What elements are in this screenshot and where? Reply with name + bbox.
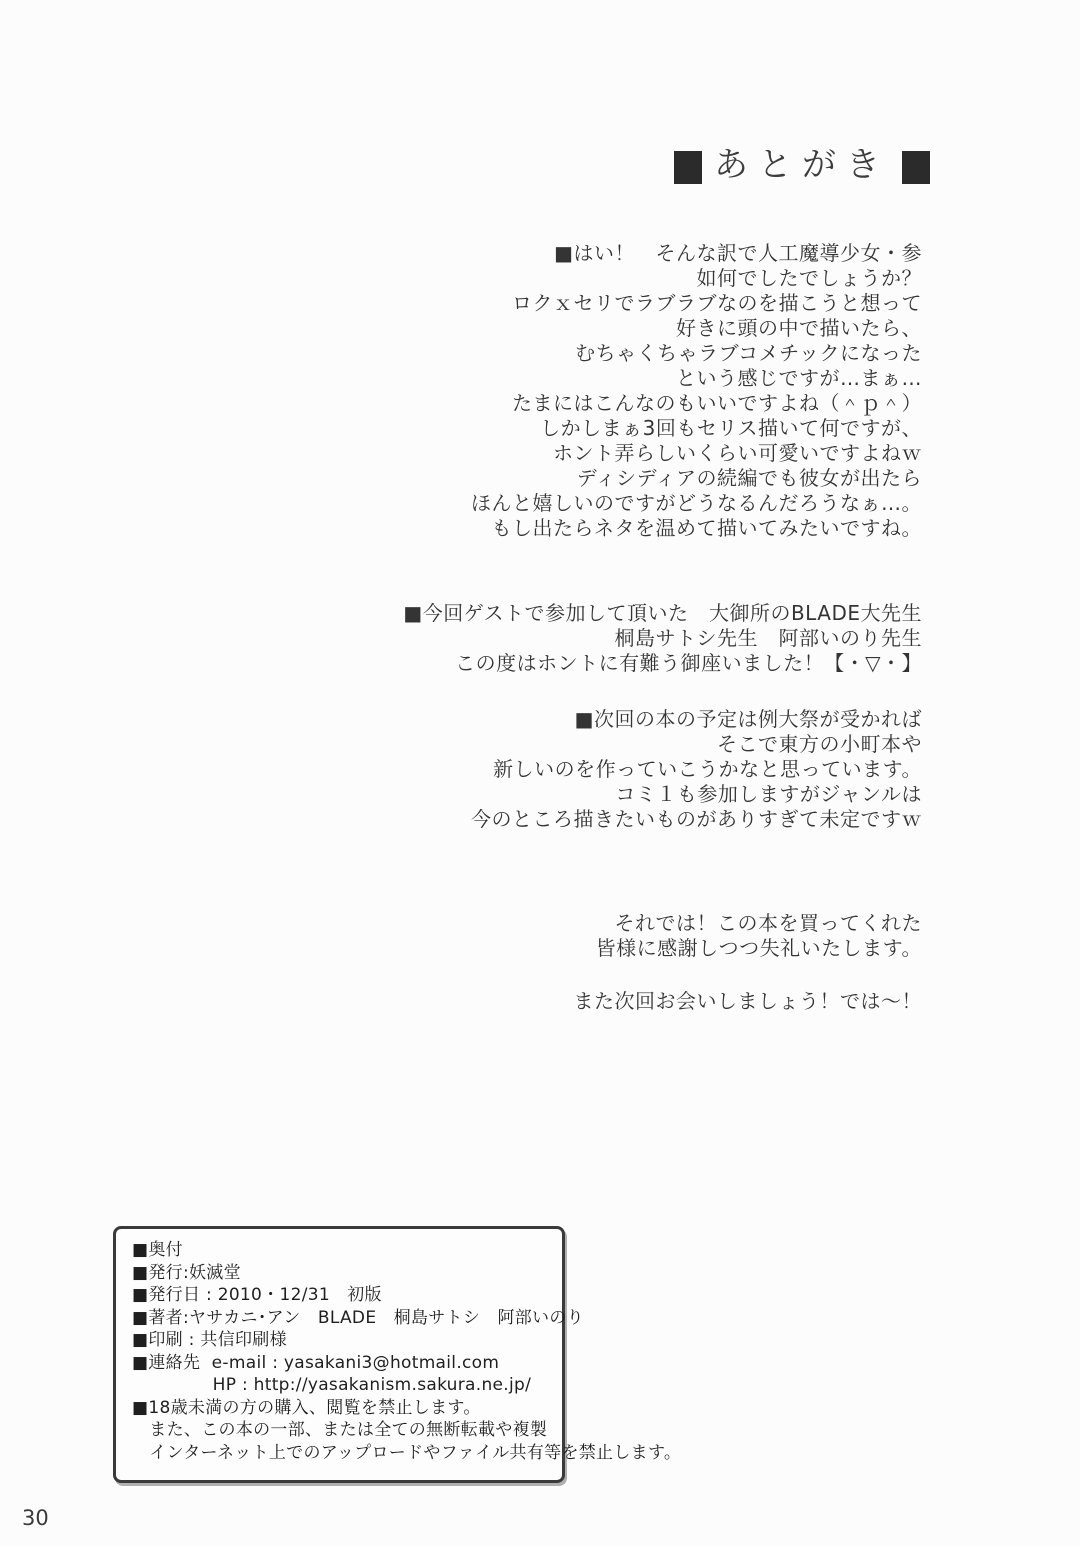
next-book-plans-paragraph <box>60 707 922 832</box>
colophon-line: また、この本の一部、または全ての無断転載や複製 <box>132 1420 548 1440</box>
text-line: たまにはこんなのもいいですよね（＾ｐ＾） <box>512 391 922 415</box>
text-line: しかしまぁ3回もセリス描いて何ですが、 <box>540 416 922 440</box>
text-line: また次回お会いしましょう！では～！ <box>573 989 922 1013</box>
text-line: ホント弄らしいくらい可愛いですよねｗ <box>553 441 922 465</box>
text-line: 新しいのを作っていこうかなと思っています。 <box>493 757 922 781</box>
text-line: 今のところ描きたいものがありすぎて未定ですｗ <box>471 807 922 831</box>
black-square-icon <box>902 151 930 184</box>
colophon-line: ■18歳未満の方の購入、閲覧を禁止します。 <box>132 1397 481 1418</box>
page-number: 30 <box>22 1506 49 1530</box>
afterword-intro-paragraph <box>60 241 922 541</box>
text-line: 皆様に感謝しつつ失礼いたします。 <box>595 936 922 960</box>
text-line: それでは！この本を買ってくれた <box>614 911 922 935</box>
text-line: むちゃくちゃラブコメチックになった <box>575 341 922 365</box>
colophon-line: ■連絡先 e-mail : yasakani3@hotmail.com <box>132 1352 500 1373</box>
text-line: もし出たらネタを温めて描いてみたいですね。 <box>491 516 922 540</box>
text-line: そこで東方の小町本や <box>717 732 922 756</box>
colophon-line: HP : http://yasakanism.sakura.ne.jp/ <box>132 1375 532 1395</box>
text-line: という感じですが…まぁ… <box>676 366 922 390</box>
page-title-text: あとがき <box>714 145 890 185</box>
black-square-icon <box>674 151 702 184</box>
text-line: ディシディアの続編でも彼女が出たら <box>576 466 922 490</box>
text-line: ■はい！ そんな訳で人工魔導少女・参 <box>554 241 922 265</box>
text-line: ロクｘセリでラブラブなのを描こうと想って <box>512 291 922 315</box>
guest-credits-paragraph <box>60 601 922 676</box>
text-line: この度はホントに有難う御座いました！【・▽・】 <box>455 651 922 675</box>
text-line: 好きに頭の中で描いたら、 <box>676 316 922 340</box>
text-line: ■今回ゲストで参加して頂いた 大御所のBLADE大先生 <box>403 601 922 625</box>
text-line: ほんと嬉しいのですがどうなるんだろうなぁ…。 <box>471 491 922 515</box>
closing-thanks-paragraph <box>60 911 922 961</box>
colophon-line: ■印刷 : 共信印刷様 <box>132 1330 287 1350</box>
colophon-line: ■著者:ヤサカニ･アン BLADE 桐島サトシ 阿部いのり <box>132 1307 584 1328</box>
colophon-line: ■奥付 <box>132 1240 183 1260</box>
colophon-line: ■発行日 : 2010・12/31 初版 <box>132 1285 382 1305</box>
text-line: ■次回の本の予定は例大祭が受かれば <box>574 707 922 731</box>
text-line: 桐島サトシ先生 阿部いのり先生 <box>614 626 922 650</box>
farewell-line <box>60 989 922 1014</box>
text-line: 如何でしたでしょうか？ <box>696 266 922 290</box>
colophon-box <box>113 1226 682 1483</box>
text-line: コミ１も参加しますがジャンルは <box>615 782 922 806</box>
colophon-line: インターネット上でのアップロードやファイル共有等を禁止します。 <box>132 1442 682 1463</box>
page-title <box>674 145 930 185</box>
colophon-line: ■発行:妖滅堂 <box>132 1262 241 1283</box>
